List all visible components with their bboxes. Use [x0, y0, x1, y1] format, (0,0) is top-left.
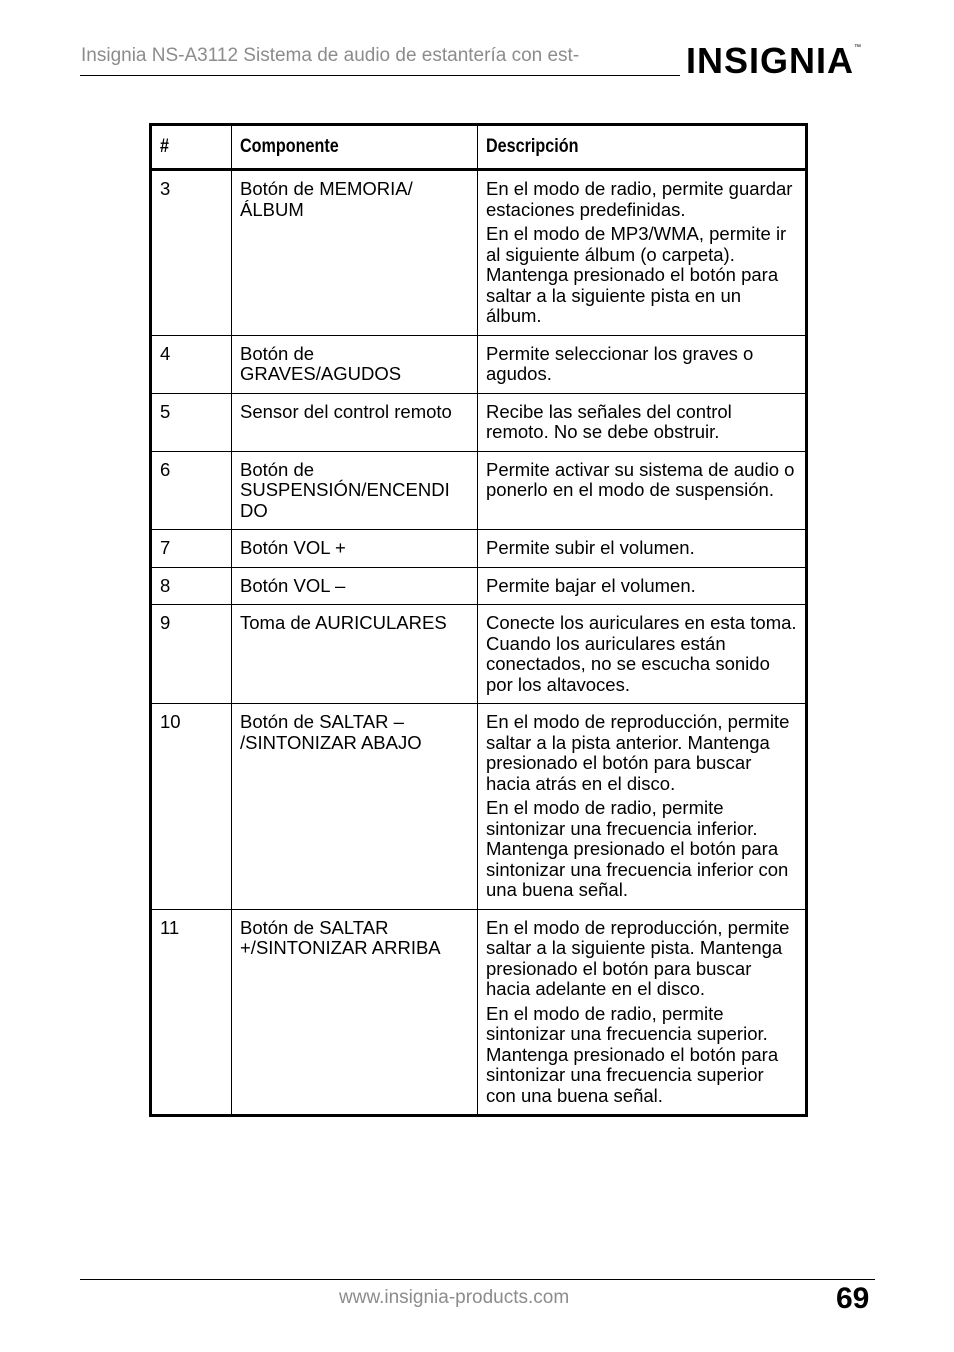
- row-description: [478, 393, 807, 451]
- table-row: [151, 704, 807, 910]
- row-number: 5: [151, 393, 232, 451]
- table-row: [151, 530, 807, 568]
- table-row: [151, 451, 807, 530]
- table-row: [151, 909, 807, 1116]
- column-header-description: Descripción: [478, 125, 807, 170]
- row-component: Botón de MEMORIA/ÁLBUM: [232, 170, 478, 336]
- table-row: [151, 335, 807, 393]
- table-body: [151, 170, 807, 1116]
- description-paragraph: Permite subir el volumen.: [486, 537, 695, 558]
- row-description: [478, 530, 807, 568]
- description-paragraph: En el modo de MP3/WMA, permite ir al siguiente álbum (o carpeta). Mantenga presionado el botón para saltar a la siguiente pista en un álbum.: [486, 223, 787, 326]
- header-rule: [80, 75, 680, 76]
- footer-rule: [80, 1279, 875, 1280]
- page-number: 69: [836, 1282, 870, 1315]
- row-component: Sensor del control remoto: [232, 393, 478, 451]
- row-number: 4: [151, 335, 232, 393]
- row-number: 10: [151, 704, 232, 910]
- row-component: Botón de SALTAR +/SINTONIZAR ARRIBA: [232, 909, 478, 1116]
- description-paragraph: Recibe las señales del control remoto. No se debe obstruir.: [486, 400, 732, 442]
- description-paragraph: En el modo de reproducción, permite saltar a la pista anterior. Mantenga presionado el botón para buscar hacia atrás en el disco.: [486, 711, 790, 794]
- row-component: Botón VOL –: [232, 567, 478, 605]
- description-paragraph: Permite seleccionar los graves o agudos.: [486, 342, 754, 384]
- logo-trademark: ™: [854, 44, 863, 51]
- row-number: 9: [151, 605, 232, 704]
- column-header-number: #: [151, 125, 232, 170]
- row-description: [478, 605, 807, 704]
- insignia-logo: [686, 40, 863, 82]
- row-description: [478, 704, 807, 910]
- footer-url: www.insignia-products.com: [339, 1287, 570, 1308]
- row-component: Botón de SUSPENSIÓN/ENCENDI DO: [232, 451, 478, 530]
- description-paragraph: Conecte los auriculares en esta toma. Cuando los auriculares están conectados, no se escucha sonido por los altavoces.: [486, 612, 797, 695]
- row-number: 11: [151, 909, 232, 1116]
- description-paragraph: En el modo de radio, permite guardar estaciones predefinidas.: [486, 178, 793, 220]
- description-paragraph: En el modo de radio, permite sintonizar una frecuencia inferior. Mantenga presionado el botón para sintonizar una frecuencia inferior con una buena señal.: [486, 797, 789, 900]
- description-paragraph: En el modo de reproducción, permite saltar a la siguiente pista. Mantenga presionado el botón para buscar hacia adelante en el disco.: [486, 916, 790, 999]
- column-header-component: Componente: [232, 125, 478, 170]
- components-table: [149, 123, 808, 1117]
- description-paragraph: Permite activar su sistema de audio o ponerlo en el modo de suspensión.: [486, 458, 795, 500]
- row-component: Botón de SALTAR – /SINTONIZAR ABAJO: [232, 704, 478, 910]
- header-title: Insignia NS-A3112 Sistema de audio de estantería con est-: [81, 45, 580, 66]
- row-description: [478, 567, 807, 605]
- row-component: Toma de AURICULARES: [232, 605, 478, 704]
- logo-text: INSIGNIA: [686, 40, 855, 81]
- row-number: 3: [151, 170, 232, 336]
- row-description: [478, 170, 807, 336]
- row-description: [478, 909, 807, 1116]
- description-paragraph: Permite bajar el volumen.: [486, 574, 696, 596]
- table-row: [151, 605, 807, 704]
- table-row: [151, 170, 807, 336]
- table-row: [151, 567, 807, 605]
- table-header-row: [151, 125, 807, 170]
- row-number: 6: [151, 451, 232, 530]
- table-row: [151, 393, 807, 451]
- row-description: [478, 451, 807, 530]
- row-component: Botón VOL +: [232, 530, 478, 568]
- description-paragraph: En el modo de radio, permite sintonizar una frecuencia superior. Mantenga presionado el botón para sintonizar una frecuencia superior con una buena señal.: [486, 1002, 779, 1106]
- row-component: Botón de GRAVES/AGUDOS: [232, 335, 478, 393]
- row-description: [478, 335, 807, 393]
- row-number: 8: [151, 567, 232, 605]
- row-number: 7: [151, 530, 232, 568]
